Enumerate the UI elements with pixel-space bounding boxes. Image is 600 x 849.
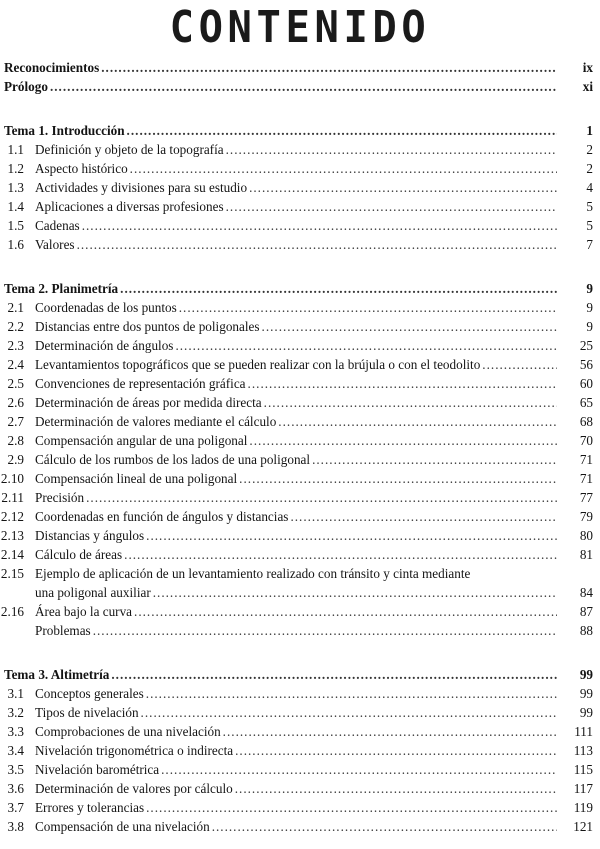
entry-page: 5 — [586, 218, 593, 233]
page-title: CONTENIDO — [169, 2, 431, 53]
leader-dots — [226, 197, 557, 216]
entry-page: 84 — [579, 585, 593, 600]
toc-entry[interactable] — [0, 336, 600, 355]
entry-text: Errores y tolerancias — [35, 800, 145, 815]
entry-number: 1.4 — [7, 199, 24, 214]
leader-dots — [262, 317, 557, 336]
entry-page: 88 — [579, 623, 593, 638]
entry-number: 1.1 — [7, 142, 24, 157]
toc-entry-continuation[interactable] — [0, 583, 600, 602]
toc-entry[interactable] — [0, 602, 600, 621]
entry-number: 1.6 — [7, 237, 24, 252]
entry-page: 65 — [579, 395, 593, 410]
entry-page: 9 — [586, 319, 593, 334]
toc-entry[interactable] — [0, 216, 600, 235]
entry-text: Reconocimientos — [4, 60, 100, 75]
entry-page: 81 — [579, 547, 593, 562]
toc-entry[interactable] — [0, 431, 600, 450]
entry-text: Compensación angular de una poligonal — [35, 433, 248, 448]
entry-number: 2.11 — [1, 490, 24, 505]
toc-entry[interactable] — [0, 545, 600, 564]
entry-number: 1.3 — [7, 180, 24, 195]
entry-page: ix — [582, 60, 593, 75]
entry-page: 121 — [573, 819, 593, 834]
entry-page: 7 — [586, 237, 593, 252]
entry-page: xi — [582, 79, 593, 94]
entry-text: Comprobaciones de una nivelación — [35, 724, 221, 739]
toc-entry[interactable] — [0, 298, 600, 317]
leader-dots — [223, 722, 557, 741]
entry-number: 3.7 — [7, 800, 24, 815]
entry-text: Distancias entre dos puntos de poligonales — [35, 319, 260, 334]
chapter-title: Tema 3. Altimetría — [4, 667, 110, 682]
entry-text: Cadenas — [35, 218, 80, 233]
leader-dots — [312, 450, 557, 469]
entry-text: Valores — [35, 237, 75, 252]
leader-dots — [235, 741, 557, 760]
entry-number: 2.7 — [7, 414, 24, 429]
entry-number: 3.2 — [7, 705, 24, 720]
entry-number: 2.10 — [0, 471, 24, 486]
entry-number: 3.4 — [7, 743, 24, 758]
toc-entry[interactable] — [0, 621, 600, 640]
entry-text: Precisión — [35, 490, 85, 505]
toc-entry[interactable] — [0, 317, 600, 336]
entry-number: 2.1 — [7, 300, 24, 315]
entry-text: Determinación de valores por cálculo — [35, 781, 233, 796]
entry-number: 3.1 — [7, 686, 24, 701]
leader-dots — [239, 469, 557, 488]
chapter-page: 99 — [579, 667, 593, 682]
entry-number: 2.16 — [0, 604, 24, 619]
table-of-contents — [0, 58, 600, 836]
chapter-page: 9 — [586, 281, 593, 296]
entry-text: Determinación de valores mediante el cálculo — [35, 414, 277, 429]
chapter-heading-tema2[interactable] — [0, 279, 600, 298]
toc-entry[interactable] — [0, 412, 600, 431]
leader-dots — [153, 583, 557, 602]
entry-text: Determinación de ángulos — [35, 338, 174, 353]
entry-number: 2.12 — [0, 509, 24, 524]
entry-text: Tipos de nivelación — [35, 705, 139, 720]
leader-dots — [249, 431, 557, 450]
entry-number: 2.3 — [7, 338, 24, 353]
toc-entry-reconocimientos[interactable] — [0, 58, 600, 77]
entry-page: 99 — [579, 705, 593, 720]
leader-dots — [120, 279, 557, 298]
entry-page: 99 — [579, 686, 593, 701]
leader-dots — [161, 760, 557, 779]
entry-text: Conceptos generales — [35, 686, 144, 701]
toc-entry[interactable] — [0, 235, 600, 254]
toc-entry[interactable] — [0, 488, 600, 507]
entry-text: Problemas — [35, 623, 91, 638]
leader-dots — [179, 298, 557, 317]
toc-entry[interactable] — [0, 798, 600, 817]
entry-number: 2.9 — [7, 452, 24, 467]
toc-entry[interactable] — [0, 507, 600, 526]
entry-text: Cálculo de los rumbos de los lados de una poligonal — [35, 452, 311, 467]
entry-text: Aspecto histórico — [35, 161, 128, 176]
entry-text: Cálculo de áreas — [35, 547, 123, 562]
entry-number: 2.4 — [7, 357, 24, 372]
entry-page: 68 — [579, 414, 593, 429]
entry-number: 1.2 — [7, 161, 24, 176]
entry-number: 2.2 — [7, 319, 24, 334]
leader-dots — [175, 336, 557, 355]
entry-text: Prólogo — [4, 79, 48, 94]
entry-page: 111 — [574, 724, 593, 739]
leader-dots — [226, 140, 557, 159]
entry-number: 2.14 — [0, 547, 24, 562]
toc-entry[interactable] — [0, 722, 600, 741]
leader-dots — [146, 526, 557, 545]
toc-entry[interactable] — [0, 684, 600, 703]
entry-page: 80 — [579, 528, 593, 543]
entry-page: 71 — [579, 452, 593, 467]
toc-entry[interactable] — [0, 197, 600, 216]
leader-dots — [146, 798, 557, 817]
entry-number: 2.8 — [7, 433, 24, 448]
entry-number: 2.5 — [7, 376, 24, 391]
entry-text: Nivelación trigonométrica o indirecta — [35, 743, 234, 758]
toc-entry[interactable] — [0, 703, 600, 722]
chapter-heading-tema1[interactable] — [0, 121, 600, 140]
entry-page: 4 — [586, 180, 593, 195]
leader-dots — [264, 393, 557, 412]
entry-text: Ejemplo de aplicación de un levantamiento realizado con tránsito y cinta mediante — [35, 566, 471, 581]
leader-dots — [141, 703, 557, 722]
entry-number: 1.5 — [7, 218, 24, 233]
toc-entry[interactable] — [0, 159, 600, 178]
entry-text: Distancias y ángulos — [35, 528, 145, 543]
entry-text: Convenciones de representación gráfica — [35, 376, 246, 391]
leader-dots — [101, 58, 557, 77]
entry-text: Aplicaciones a diversas profesiones — [35, 199, 224, 214]
entry-text: Compensación lineal de una poligonal — [35, 471, 238, 486]
chapter-heading-tema3[interactable] — [0, 665, 600, 684]
chapter-page: 1 — [586, 123, 593, 138]
entry-page: 87 — [579, 604, 593, 619]
entry-page: 56 — [579, 357, 593, 372]
entry-page: 119 — [573, 800, 593, 815]
entry-text: Definición y objeto de la topografía — [35, 142, 224, 157]
leader-dots — [93, 621, 557, 640]
leader-dots — [212, 817, 557, 836]
toc-entry[interactable] — [0, 393, 600, 412]
leader-dots — [290, 507, 557, 526]
leader-dots — [134, 602, 557, 621]
leader-dots — [111, 665, 557, 684]
leader-dots — [146, 684, 557, 703]
entry-page: 113 — [573, 743, 593, 758]
entry-page: 115 — [573, 762, 593, 777]
leader-dots — [248, 374, 557, 393]
entry-text: Coordenadas en función de ángulos y distancias — [35, 509, 289, 524]
entry-text: una poligonal auxiliar — [35, 585, 151, 600]
toc-entry[interactable] — [0, 469, 600, 488]
leader-dots — [86, 488, 557, 507]
entry-text: Levantamientos topográficos que se pueden realizar con la brújula o con el teodolito — [35, 357, 481, 372]
entry-number: 3.8 — [7, 819, 24, 834]
entry-number: 2.13 — [0, 528, 24, 543]
entry-text: Nivelación barométrica — [35, 762, 160, 777]
leader-dots — [249, 178, 557, 197]
toc-entry[interactable] — [0, 741, 600, 760]
toc-entry[interactable] — [0, 817, 600, 836]
entry-page: 25 — [579, 338, 593, 353]
leader-dots — [278, 412, 557, 431]
entry-number: 2.6 — [7, 395, 24, 410]
chapter-title: Tema 1. Introducción — [4, 123, 125, 138]
entry-number: 3.3 — [7, 724, 24, 739]
entry-page: 71 — [579, 471, 593, 486]
entry-page: 60 — [579, 376, 593, 391]
toc-entry[interactable] — [0, 178, 600, 197]
entry-page: 9 — [586, 300, 593, 315]
entry-page: 2 — [586, 161, 593, 176]
leader-dots — [77, 235, 557, 254]
toc-entry[interactable] — [0, 779, 600, 798]
leader-dots — [130, 159, 557, 178]
entry-page: 117 — [573, 781, 593, 796]
toc-entry[interactable] — [0, 374, 600, 393]
entry-number: 3.5 — [7, 762, 24, 777]
toc-entry[interactable] — [0, 355, 600, 374]
leader-dots — [235, 779, 557, 798]
entry-text: Área bajo la curva — [35, 604, 133, 619]
entry-page: 5 — [586, 199, 593, 214]
toc-entry[interactable] — [0, 450, 600, 469]
entry-page: 77 — [579, 490, 593, 505]
entry-text: Compensación de una nivelación — [35, 819, 210, 834]
entry-text: Determinación de áreas por medida directa — [35, 395, 262, 410]
leader-dots — [82, 216, 557, 235]
toc-entry[interactable] — [0, 760, 600, 779]
leader-dots — [124, 545, 557, 564]
leader-dots — [50, 77, 557, 96]
toc-entry[interactable] — [0, 526, 600, 545]
entry-page: 70 — [579, 433, 593, 448]
entry-text: Coordenadas de los puntos — [35, 300, 177, 315]
leader-dots — [127, 121, 557, 140]
entry-number: 3.6 — [7, 781, 24, 796]
entry-page: 2 — [586, 142, 593, 157]
chapter-title: Tema 2. Planimetría — [4, 281, 119, 296]
toc-entry[interactable] — [0, 140, 600, 159]
toc-entry[interactable] — [0, 564, 600, 583]
leader-dots — [482, 355, 557, 374]
entry-number: 2.15 — [0, 566, 24, 581]
entry-text: Actividades y divisiones para su estudio — [35, 180, 248, 195]
entry-page: 79 — [579, 509, 593, 524]
toc-entry-prologo[interactable] — [0, 77, 600, 96]
